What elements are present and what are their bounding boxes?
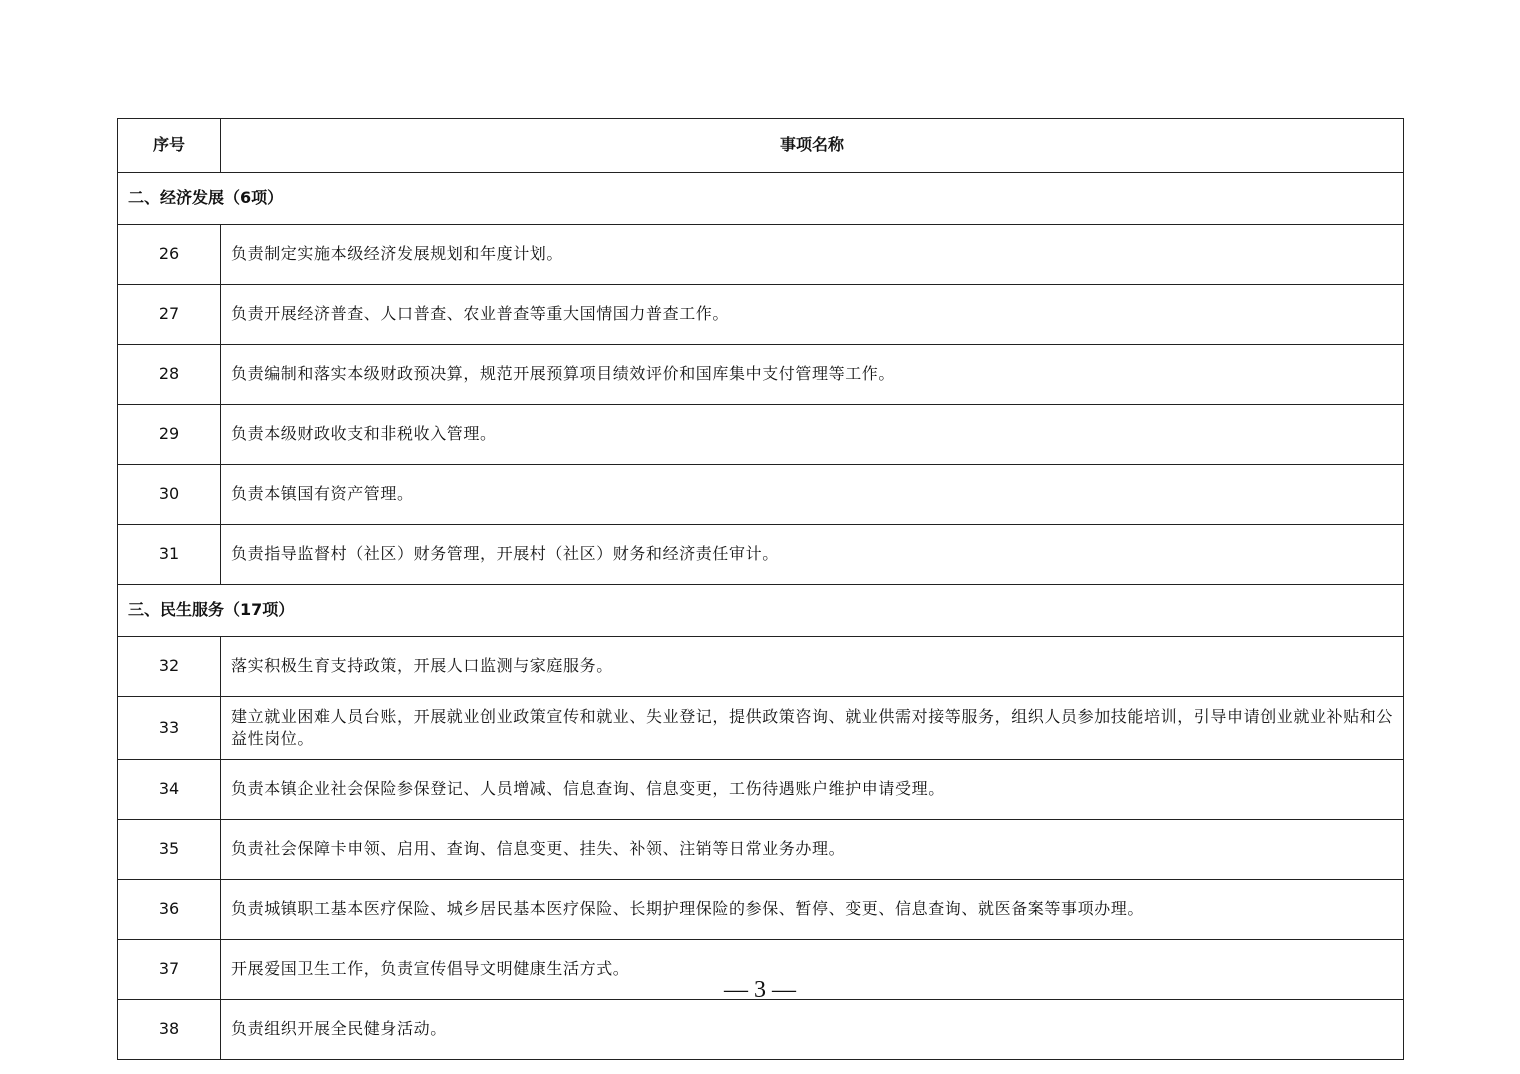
table-header-row (118, 119, 1404, 173)
row-item-name: 负责社会保障卡申领、启用、查询、信息变更、挂失、补领、注销等日常业务办理。 (221, 820, 1404, 880)
row-item-name: 负责编制和落实本级财政预决算，规范开展预算项目绩效评价和国库集中支付管理等工作。 (221, 345, 1404, 405)
header-item-name: 事项名称 (221, 119, 1404, 173)
section-row (118, 173, 1404, 225)
row-item-name: 建立就业困难人员台账，开展就业创业政策宣传和就业、失业登记，提供政策咨询、就业供需对接等服务，组织人员参加技能培训，引导申请创业就业补贴和公益性岗位。 (221, 697, 1404, 760)
table-row (118, 465, 1404, 525)
table-row (118, 285, 1404, 345)
row-number: 36 (118, 880, 221, 940)
row-item-name: 开展爱国卫生工作，负责宣传倡导文明健康生活方式。 (221, 940, 1404, 1000)
row-item-name: 负责指导监督村（社区）财务管理，开展村（社区）财务和经济责任审计。 (221, 525, 1404, 585)
section-row (118, 585, 1404, 637)
row-number: 37 (118, 940, 221, 1000)
row-item-name: 负责组织开展全民健身活动。 (221, 1000, 1404, 1060)
table-row (118, 697, 1404, 760)
duty-list-table (117, 118, 1404, 1060)
table-body (118, 173, 1404, 1060)
row-number: 31 (118, 525, 221, 585)
row-item-name: 负责本级财政收支和非税收入管理。 (221, 405, 1404, 465)
table-row (118, 225, 1404, 285)
section-title: 二、经济发展（6项） (118, 173, 1404, 225)
header-number: 序号 (118, 119, 221, 173)
row-number: 38 (118, 1000, 221, 1060)
table-row (118, 760, 1404, 820)
row-number: 35 (118, 820, 221, 880)
row-item-name: 负责本镇国有资产管理。 (221, 465, 1404, 525)
row-number: 33 (118, 697, 221, 760)
table-row (118, 637, 1404, 697)
table-row (118, 345, 1404, 405)
table-row (118, 880, 1404, 940)
page-number: — 3 — (724, 977, 796, 1003)
row-number: 26 (118, 225, 221, 285)
row-item-name: 负责本镇企业社会保险参保登记、人员增减、信息查询、信息变更，工伤待遇账户维护申请受理。 (221, 760, 1404, 820)
row-number: 32 (118, 637, 221, 697)
row-number: 27 (118, 285, 221, 345)
row-item-name: 负责制定实施本级经济发展规划和年度计划。 (221, 225, 1404, 285)
table-row (118, 1000, 1404, 1060)
table-row (118, 525, 1404, 585)
row-number: 28 (118, 345, 221, 405)
row-item-name: 负责城镇职工基本医疗保险、城乡居民基本医疗保险、长期护理保险的参保、暂停、变更、信息查询、就医备案等事项办理。 (221, 880, 1404, 940)
row-number: 34 (118, 760, 221, 820)
row-number: 29 (118, 405, 221, 465)
section-title: 三、民生服务（17项） (118, 585, 1404, 637)
table-row (118, 820, 1404, 880)
table-row (118, 405, 1404, 465)
row-number: 30 (118, 465, 221, 525)
row-item-name: 负责开展经济普查、人口普查、农业普查等重大国情国力普查工作。 (221, 285, 1404, 345)
row-item-name: 落实积极生育支持政策，开展人口监测与家庭服务。 (221, 637, 1404, 697)
